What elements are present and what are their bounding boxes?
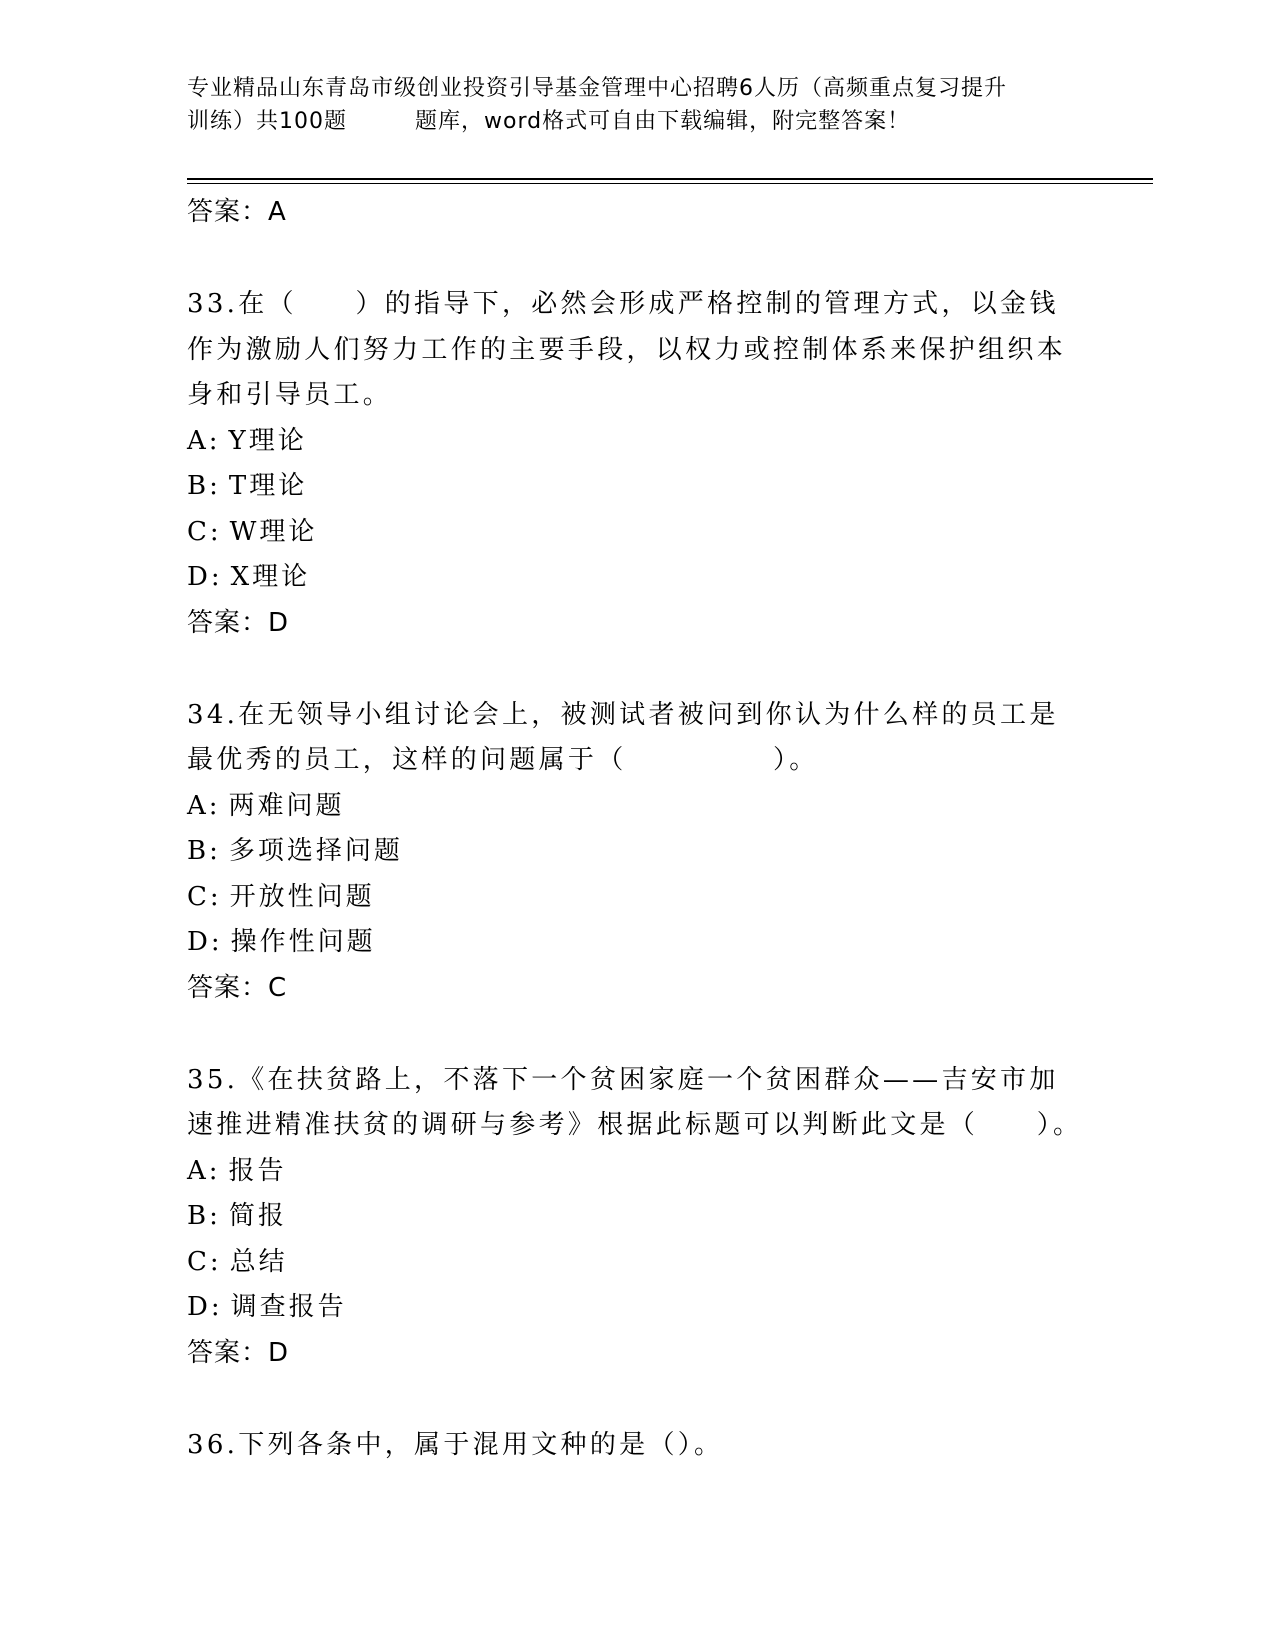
option-letter: C: (187, 516, 222, 547)
option-b (187, 464, 1087, 510)
option-c (187, 875, 1087, 921)
answer-line: 答案：A (187, 197, 287, 227)
option-c (187, 510, 1087, 556)
option-a (187, 1149, 1087, 1195)
question-36 (187, 1423, 1087, 1469)
option-text: Y理论 (228, 425, 307, 456)
question-34 (187, 693, 1087, 1011)
option-letter: C: (187, 1246, 222, 1277)
option-letter: D: (187, 562, 223, 592)
option-letter: D: (187, 1292, 223, 1322)
question-stem: 35.《在扶贫路上，不落下一个贫困家庭一个贫困群众——吉安市加速推进精准扶贫的调研与参考》根据此标题可以判断此文是（ ）。 (187, 1064, 1083, 1140)
option-text: 两难问题 (228, 790, 345, 821)
answer-line: 答案：D (187, 1337, 290, 1368)
option-d (187, 1285, 1087, 1331)
option-text: 报告 (228, 1155, 287, 1186)
option-letter: D: (187, 927, 223, 957)
page-header (187, 72, 1087, 138)
option-text: 操作性问题 (230, 927, 376, 957)
option-text: 简报 (228, 1201, 287, 1231)
header-rule-thick (187, 178, 1153, 180)
option-text: X理论 (230, 562, 311, 592)
option-text: 多项选择问题 (228, 836, 403, 866)
question-stem: 36.下列各条中，属于混用文种的是（）。 (187, 1429, 724, 1460)
option-letter: A: (187, 425, 221, 456)
header-line-2 (187, 105, 1087, 138)
question-stem: 33.在（ ）的指导下，必然会形成严格控制的管理方式，以金钱作为激励人们努力工作的主要手段，以权力或控制体系来保护组织本身和引导员工。 (187, 289, 1067, 410)
option-b (187, 829, 1087, 875)
option-text: 总结 (229, 1246, 288, 1277)
option-letter: C: (187, 881, 222, 912)
option-text: 开放性问题 (229, 881, 375, 912)
option-d (187, 555, 1087, 601)
header-line-1: 专业精品山东青岛市级创业投资引导基金管理中心招聘6人历（高频重点复习提升 (187, 76, 1007, 101)
option-letter: B: (187, 471, 221, 501)
option-d (187, 920, 1087, 966)
answer-line: 答案：C (187, 972, 288, 1003)
option-a (187, 419, 1087, 465)
question-list (187, 190, 1087, 1468)
option-letter: B: (187, 836, 221, 866)
header-rule-thin (187, 183, 1153, 184)
option-text: T理论 (228, 471, 308, 501)
header-line-2-end: 题库，word格式可自由下载编辑，附完整答案！ (415, 109, 911, 134)
option-b (187, 1194, 1087, 1240)
header-line-2-start: 训练）共100题 (187, 109, 347, 134)
option-letter: A: (187, 1155, 221, 1186)
option-a (187, 784, 1087, 830)
option-text: W理论 (229, 516, 318, 547)
option-c (187, 1240, 1087, 1286)
option-letter: B: (187, 1201, 221, 1231)
question-stem: 34.在无领导小组讨论会上，被测试者被问到你认为什么样的员工是最优秀的员工，这样的问题属于（ ）。 (187, 699, 1059, 775)
option-text: 调查报告 (230, 1292, 347, 1322)
question-35 (187, 1058, 1087, 1376)
question-33 (187, 282, 1087, 646)
option-letter: A: (187, 790, 221, 821)
answer-line: 答案：D (187, 607, 290, 638)
